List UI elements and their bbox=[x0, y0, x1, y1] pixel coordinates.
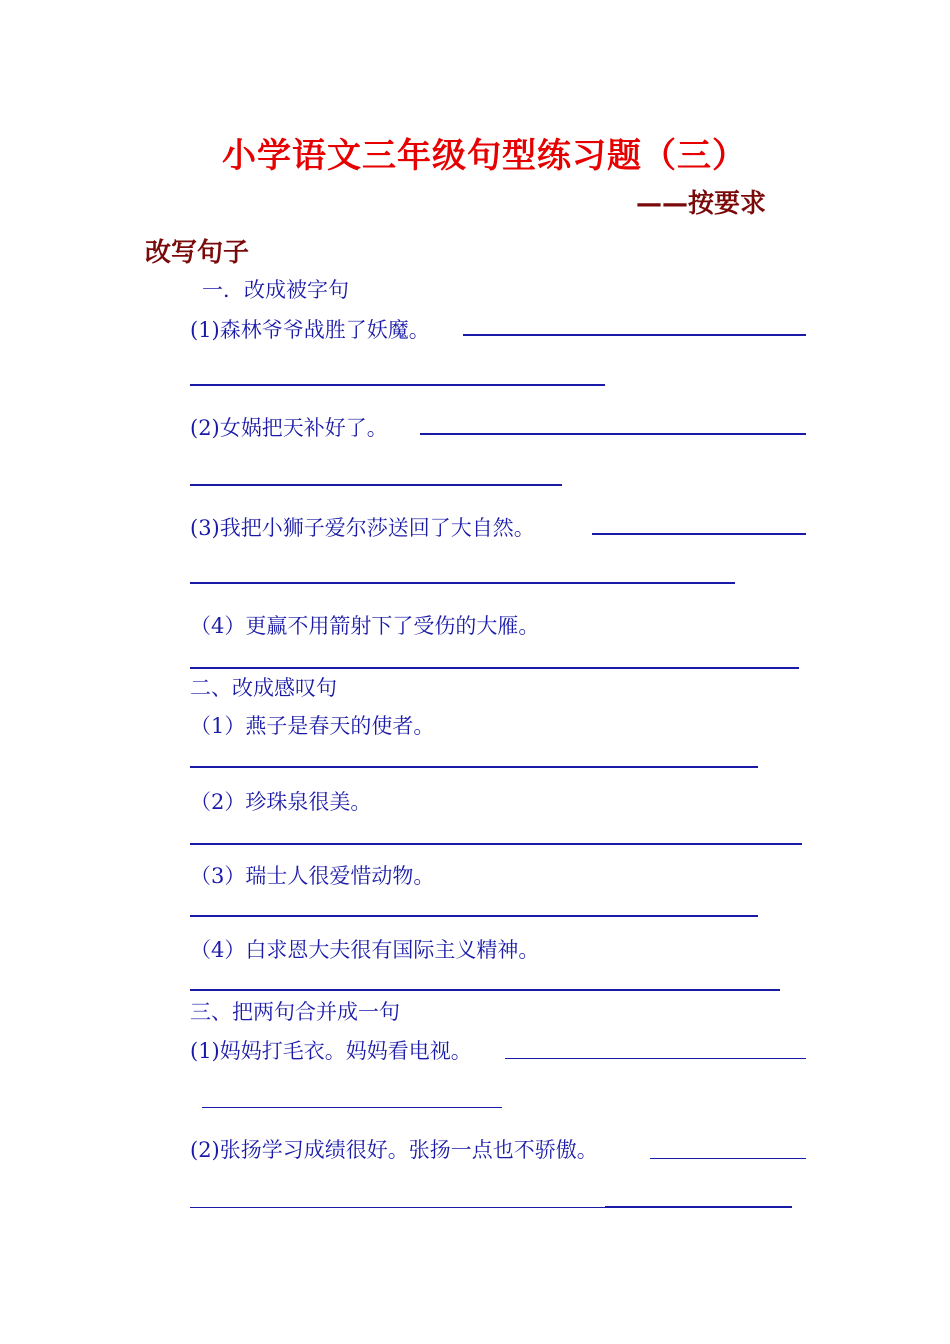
answer-line[interactable] bbox=[190, 484, 562, 486]
page-subtitle: ——按要求 bbox=[636, 189, 767, 219]
answer-line[interactable] bbox=[190, 667, 799, 669]
question-1-2: (2)女娲把天补好了。 bbox=[190, 416, 388, 440]
answer-line[interactable] bbox=[420, 433, 806, 435]
section-3-label: 三、把两句合并成一句 bbox=[190, 1000, 400, 1024]
section-1-label: 一．改成被字句 bbox=[202, 278, 349, 302]
answer-line[interactable] bbox=[190, 582, 735, 584]
section-2-label: 二、改成感叹句 bbox=[190, 676, 337, 700]
answer-line[interactable] bbox=[190, 915, 758, 917]
answer-line[interactable] bbox=[190, 1207, 605, 1208]
question-2-2: （2）珍珠泉很美。 bbox=[190, 790, 372, 814]
question-1-4: （4）更赢不用箭射下了受伤的大雁。 bbox=[190, 614, 540, 638]
answer-line[interactable] bbox=[190, 843, 802, 845]
answer-line[interactable] bbox=[190, 766, 758, 768]
question-2-1: （1）燕子是春天的使者。 bbox=[190, 714, 435, 738]
question-1-3: (3)我把小狮子爱尔莎送回了大自然。 bbox=[190, 516, 535, 540]
answer-line[interactable] bbox=[605, 1206, 792, 1208]
answer-line[interactable] bbox=[202, 1107, 502, 1108]
question-2-4: （4）白求恩大夫很有国际主义精神。 bbox=[190, 938, 540, 962]
answer-line[interactable] bbox=[650, 1158, 806, 1159]
question-1-1: (1)森林爷爷战胜了妖魔。 bbox=[190, 318, 430, 342]
question-2-3: （3）瑞士人很爱惜动物。 bbox=[190, 864, 435, 888]
answer-line[interactable] bbox=[505, 1058, 806, 1059]
answer-line[interactable] bbox=[190, 384, 605, 386]
answer-line[interactable] bbox=[190, 989, 780, 991]
page-title: 小学语文三年级句型练习题（三） bbox=[222, 136, 747, 176]
question-3-1: (1)妈妈打毛衣。妈妈看电视。 bbox=[190, 1039, 472, 1063]
section-heading: 改写句子 bbox=[145, 238, 250, 268]
answer-line[interactable] bbox=[592, 533, 806, 535]
question-3-2: (2)张扬学习成绩很好。张扬一点也不骄傲。 bbox=[190, 1138, 598, 1162]
answer-line[interactable] bbox=[463, 334, 806, 336]
